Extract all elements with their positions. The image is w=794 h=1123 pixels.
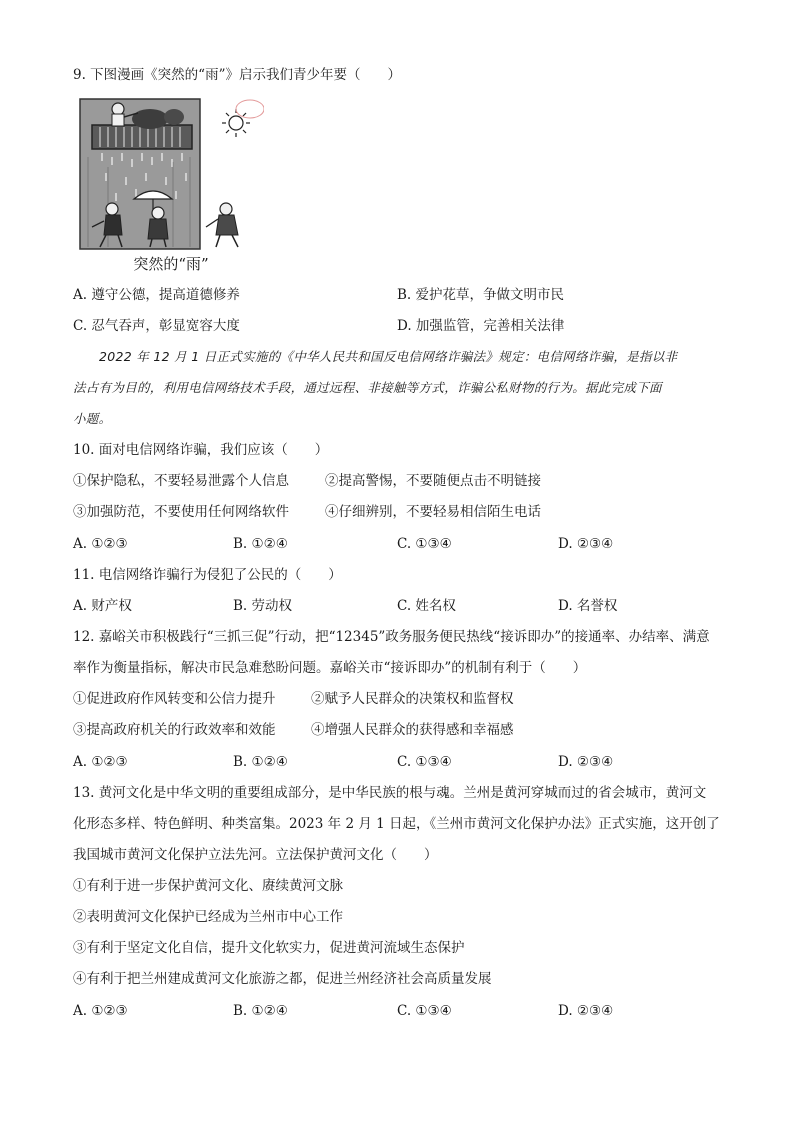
cartoon-figure — [78, 97, 264, 281]
q9-stem: 9. 下图漫画《突然的“雨”》启示我们青少年要（ ） — [73, 67, 401, 83]
q13-stem-line-2: 化形态多样、特色鲜明、种类富集。2023 年 2 月 1 日起，《兰州市黄河文化保护办法》正式实施，这开创了 — [73, 816, 720, 832]
q10-item-2: ②提高警惕，不要随便点击不明链接 — [325, 473, 541, 489]
q13-item-1: ①有利于进一步保护黄河文化、赓续黄河文脉 — [73, 878, 343, 894]
q12-option-d[interactable]: D. ②③④ — [558, 754, 614, 770]
q12-option-a[interactable]: A. ①②③ — [73, 754, 128, 770]
q13-option-b[interactable]: B. ①②④ — [233, 1003, 288, 1019]
q9-option-d[interactable]: D. 加强监管，完善相关法律 — [397, 318, 565, 334]
q10-item-4: ④仔细辨别，不要轻易相信陌生电话 — [325, 504, 541, 520]
figure-caption: 突然的“雨” — [133, 255, 209, 273]
q10-item-1: ①保护隐私，不要轻易泄露个人信息 — [73, 473, 289, 489]
q13-option-a[interactable]: A. ①②③ — [73, 1003, 128, 1019]
q13-item-3: ③有利于坚定文化自信，提升文化软实力，促进黄河流域生态保护 — [73, 940, 465, 956]
q12-item-4: ④增强人民群众的获得感和幸福感 — [311, 722, 514, 738]
q12-option-c[interactable]: C. ①③④ — [397, 754, 452, 770]
q13-stem-line-3: 我国城市黄河文化保护立法先河。立法保护黄河文化（ ） — [73, 847, 438, 863]
q12-stem-line-1: 12. 嘉峪关市积极践行“三抓三促”行动，把“12345”政务服务便民热线“接诉即办”的接通率、办结率、满意 — [73, 629, 710, 645]
q9-option-b[interactable]: B. 爱护花草，争做文明市民 — [397, 287, 565, 303]
q13-stem-line-1: 13. 黄河文化是中华文明的重要组成部分，是中华民族的根与魂。兰州是黄河穿城而过的省会城市，黄河文 — [73, 785, 707, 801]
person-right — [220, 203, 232, 215]
q11-stem: 11. 电信网络诈骗行为侵犯了公民的（ ） — [73, 567, 342, 583]
q13-option-d[interactable]: D. ②③④ — [558, 1003, 614, 1019]
q12-stem-line-2: 率作为衡量指标，解决市民急难愁盼问题。嘉峪关市“接诉即办”的机制有利于（ ） — [73, 660, 587, 676]
q10-stem: 10. 面对电信网络诈骗，我们应该（ ） — [73, 442, 329, 458]
q12-option-b[interactable]: B. ①②④ — [233, 754, 288, 770]
q10-option-d[interactable]: D. ②③④ — [558, 536, 614, 552]
q13-item-4: ④有利于把兰州建成黄河文化旅游之都，促进兰州经济社会高质量发展 — [73, 971, 492, 987]
balcony — [92, 125, 192, 149]
q12-item-3: ③提高政府机关的行政效率和效能 — [73, 722, 276, 738]
q11-option-c[interactable]: C. 姓名权 — [397, 598, 456, 614]
person-with-umbrella — [152, 207, 164, 219]
q11-option-a[interactable]: A. 财产权 — [73, 598, 132, 614]
q13-item-2: ②表明黄河文化保护已经成为兰州市中心工作 — [73, 909, 343, 925]
person-on-balcony — [112, 103, 124, 115]
q10-item-3: ③加强防范，不要使用任何网络软件 — [73, 504, 289, 520]
q10-option-a[interactable]: A. ①②③ — [73, 536, 128, 552]
q12-item-1: ①促进政府作风转变和公信力提升 — [73, 691, 276, 707]
q9-option-c[interactable]: C. 忍气吞声，彰显宽容大度 — [73, 318, 240, 334]
q10-option-c[interactable]: C. ①③④ — [397, 536, 452, 552]
q10-option-b[interactable]: B. ①②④ — [233, 536, 288, 552]
q11-option-d[interactable]: D. 名誉权 — [558, 598, 618, 614]
passage-line-3: 小题。 — [73, 411, 112, 426]
passage-line-2: 法占有为目的，利用电信网络技术手段，通过远程、非接触等方式，诈骗公私财物的行为。据此完成下面 — [73, 380, 662, 395]
q13-option-c[interactable]: C. ①③④ — [397, 1003, 452, 1019]
passage-line-1: 2022 年 12 月 1 日正式实施的《中华人民共和国反电信网络诈骗法》规定：电信网络诈骗，是指以非 — [99, 349, 678, 364]
person-left — [106, 203, 118, 215]
q12-item-2: ②赋予人民群众的决策权和监督权 — [311, 691, 514, 707]
cartoon-image — [78, 97, 264, 253]
q9-option-a[interactable]: A. 遵守公德，提高道德修养 — [73, 287, 240, 303]
plant — [132, 109, 168, 129]
q11-option-b[interactable]: B. 劳动权 — [233, 598, 293, 614]
